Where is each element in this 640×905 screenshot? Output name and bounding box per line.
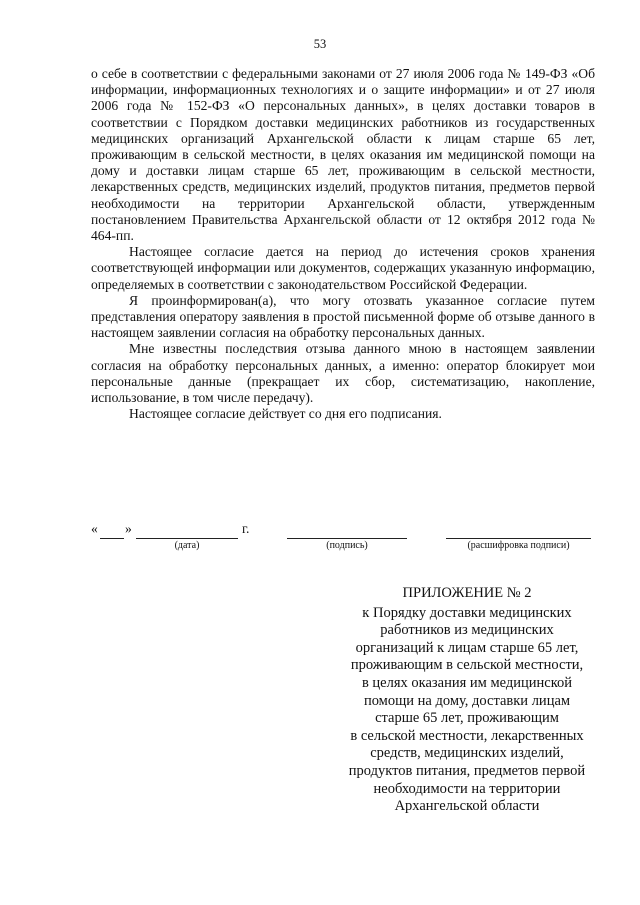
paragraph-revocation-right: Я проинформирован(а), что могу отозвать указанное согласие путем представления оператору заявления в простой письменной форме об отзыве данного в настоящем заявлении согласия на обработку персональных данных. [91, 292, 595, 341]
date-close-quote: » [125, 521, 132, 536]
signature-decoding-caption: (расшифровка подписи) [467, 540, 570, 551]
date-open-quote: « [91, 521, 98, 536]
appendix-line: Архангельской области [394, 798, 540, 815]
day-blank-line[interactable] [100, 521, 124, 539]
appendix-line: старше 65 лет, проживающим [375, 710, 559, 727]
month-blank-line[interactable] [136, 521, 238, 539]
consent-body-text [91, 66, 595, 422]
appendix-line: необходимости на территории [373, 780, 561, 797]
appendix-line: организаций к лицам старше 65 лет, [355, 639, 579, 656]
signature-decoding-blank-line[interactable] [446, 521, 591, 539]
appendix-line: к Порядку доставки медицинских [362, 604, 572, 621]
paragraph-continuation: о себе в соответствии с федеральными законами от 27 июля 2006 года № 149-ФЗ «Об информации, информационных технологиях и о защите информации» и от 27 июля 2006 года № 152-ФЗ «О персональных данных», в целях доставки товаров в соответствии с Порядком доставки медицинских работников из государственных медицинских организаций Архангельской области к лицам старше 65 лет, проживающим в сельской местности, в целях оказания им медицинской помощи на дому и доставки лицам старше 65 лет, проживающим в сельской местности, лекарственных средств, медицинских изделий, продуктов питания, предметов первой необходимости на территории Архангельской области, утвержденным постановлением Правительства Архангельской области от 12 октября 2012 года № 464-пп. [91, 66, 595, 244]
date-caption: (дата) [174, 540, 200, 551]
appendix-line: работников из медицинских [380, 622, 554, 639]
appendix-heading-block [333, 585, 601, 816]
paragraph-revocation-consequences: Мне известны последствия отзыва данного мною в настоящем заявлении согласия на обработку персональных данных, а именно: оператор блокирует мои персональные данные (прекращает их сбор, систематизацию, накопление, использование, в том числе передачу). [91, 341, 595, 406]
signature-blank-line[interactable] [287, 521, 407, 539]
page-number: 53 [313, 37, 327, 51]
paragraph-effective-date: Настоящее согласие действует со дня его подписания. [129, 406, 442, 422]
appendix-title: ПРИЛОЖЕНИЕ № 2 [402, 585, 532, 601]
signature-caption: (подпись) [326, 540, 368, 551]
appendix-line: продуктов питания, предметов первой [348, 762, 586, 779]
appendix-line: помощи на дому, доставки лицам [363, 692, 571, 709]
signature-row [91, 521, 595, 561]
year-suffix: г. [242, 521, 250, 536]
appendix-line: проживающим в сельской местности, [350, 657, 584, 674]
appendix-line: в целях оказания им медицинской [361, 674, 573, 691]
paragraph-consent-period: Настоящее согласие дается на период до истечения сроков хранения соответствующей информации или документов, содержащих указанную информацию, определяемых в соответствии с законодательством Российской Федерации. [91, 244, 595, 292]
appendix-line: средств, медицинских изделий, [370, 745, 564, 762]
appendix-line: в сельской местности, лекарственных [350, 727, 584, 744]
